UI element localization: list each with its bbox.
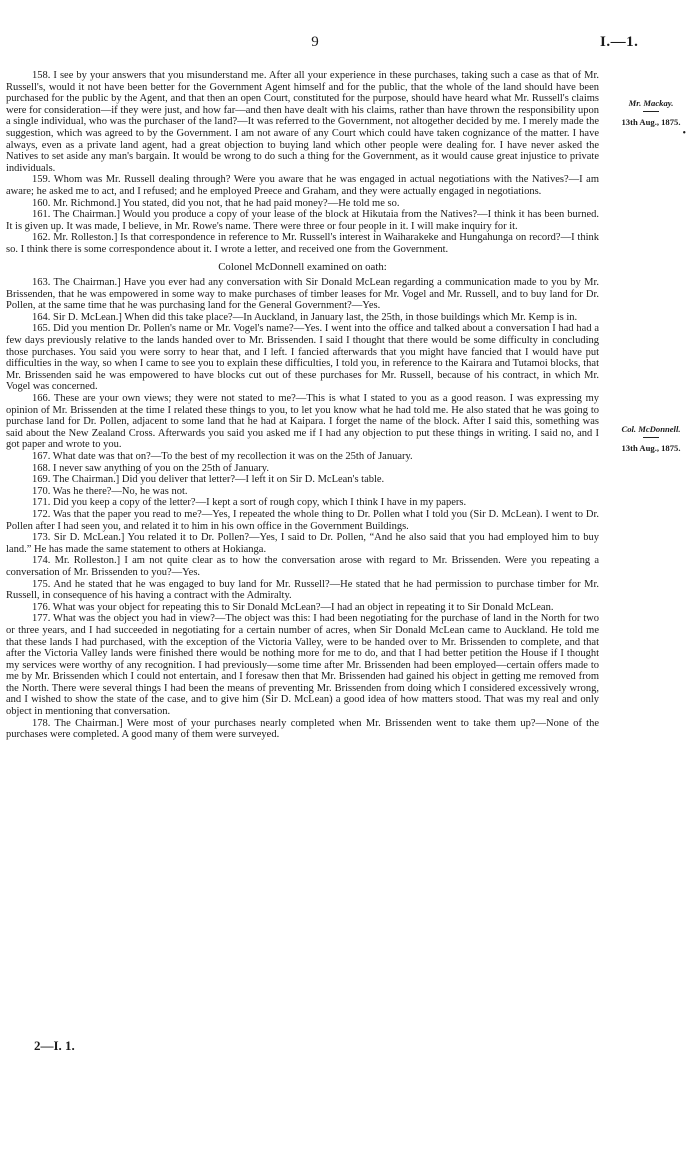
question-162: 162. Mr. Rolleston.] Is that correspondence in reference to Mr. Russell's interest in Waiharakeke and Hungahunga on record?—I think so. I think there is some correspondence about it. I wrote a letter, and received one from the Government. bbox=[6, 232, 599, 255]
signature-mark: 2—I. 1. bbox=[34, 1038, 75, 1053]
question-177: 177. What was the object you had in view?—The object was this: I had been negotiating for the purchase of land in the North for two or three years, and I had succeeded in negotiating for a certain number of acres, when Sir Donald McLean came to Auckland. He told me that these lands I had purchased, with the exception of the Victoria Valley, were to be handed over to Mr. Brissenden to complete, and that after the Victoria Valley lands were finished there would be nothing more for me to do, and that I had better petition the House if I thought my services were worthy of any recognition. I had previously—some time after Mr. Brissenden had been employed—certain offers made to me by Mr. Brissenden which I could not entertain, and I foresaw then that Mr. Brissenden had gained his object in getting me removed from the North. There were several things I had been the means of preventing Mr. Brissenden from doing which I considered excessively wrong, and I wished to show the state of the case, and to give him (Sir D. McLean) a good idea of how matters stood. That was my real and only object in mentioning that conversation. bbox=[6, 613, 599, 718]
margin-note-mackay bbox=[610, 98, 692, 139]
page-number: 9 bbox=[311, 34, 319, 50]
margin-date: 13th Aug., 1875. bbox=[621, 117, 681, 127]
question-168: 168. I never saw anything of you on the 25th of January. bbox=[32, 462, 269, 474]
question-160: 160. Mr. Richmond.] You stated, did you not, that he had paid money?—He told me so. bbox=[32, 197, 400, 209]
margin-witness: Mr. Mackay. bbox=[628, 98, 674, 108]
question-165: 165. Did you mention Dr. Pollen's name or Mr. Vogel's name?—Yes. I went into the office and talked about a conversation I had had a few days previously relative to the lands handed over to Mr. Brissenden. I said I thought that there would be some difficulty in concluding those purchases. You said you were sorry to hear that, and I left. I fancied afterwards that you might have fancied that I would have put difficulties in the way, so when I came to see you to explain these difficulties, I told you, in reference to the Kairara and Tutamoi blocks, that Mr. Brissenden said he was empowered to have blocks cut out of these purchases for Mr. Russell, because of his contract, in which Mr. Vogel was concerned. bbox=[6, 323, 599, 393]
document-body bbox=[6, 70, 599, 741]
question-170: 170. Was he there?—No, he was not. bbox=[32, 485, 188, 497]
question-175: 175. And he stated that he was engaged to buy land for Mr. Russell?—He stated that he had permission to purchase timber for Mr. Russell, in consequence of his having a contract with the Admiralty. bbox=[6, 578, 599, 602]
margin-note-mcdonnell bbox=[610, 424, 692, 454]
question-164: 164. Sir D. McLean.] When did this take place?—In Auckland, in January last, the 25th, in those buildings which Mr. Kemp is in. bbox=[32, 311, 578, 323]
question-173: 173. Sir D. McLean.] You related it to Dr. Pollen?—Yes, I said to Dr. Pollen, “And he also said that you had employed him to buy land.” He has made the same statement to others at Hokianga. bbox=[6, 532, 599, 555]
question-172: 172. Was that the paper you read to me?—Yes, I repeated the whole thing to Dr. Pollen what I told you (Sir D. McLean). I went to Dr. Pollen after I had seen you, and related it to him in his own office in the Government Buildings. bbox=[6, 508, 599, 532]
question-174: 174. Mr. Rolleston.] I am not quite clear as to how the conversation arose with regard to Mr. Brissenden. Were you repeating a conversation of Mr. Brissenden to you?—Yes. bbox=[6, 555, 599, 578]
margin-witness: Col. McDonnell. bbox=[621, 424, 681, 434]
bullet-mark-icon: • bbox=[682, 128, 686, 139]
question-169: 169. The Chairman.] Did you deliver that letter?—I left it on Sir D. McLean's table. bbox=[32, 474, 385, 486]
question-161: 161. The Chairman.] Would you produce a copy of your lease of the block at Hikutaia from the Natives?—I think it has been burned. It is given up. It was made, I believe, in Mr. Rowe's name. There were three or four people in it. I will make inquiry for it. bbox=[6, 209, 599, 232]
question-158: 158. I see by your answers that you misunderstand me. After all your experience in these purchases, taking such a case as that of Mr. Russell's, would it not have been better for the Government Agent himself and for the public, that the whole of the land should have been purchased for the public by the Agent, and that then an open Court, constituted for the purpose, should have heard what Mr. Russell's claims were for consideration—if they were just, and how far—and then have dealt with his claims, rather than have thrown the responsibility upon a single individual, who was the purchaser of the land?—It was referred to the Government, not altogether decided by me. I merely made the suggestion, which was agreed to by the Government. I am not aware of any Court which could have taken cognizance of the matter. I have always, even as a private land agent, had a great objection to buying land which other people were dealing for. I have never asked the Natives to set aside any man's bargain. It would be wrong to do such a thing for the Government, as it would cause great injustice to private individuals. bbox=[6, 70, 599, 174]
question-166: 166. These are your own views; they were not stated to me?—This is what I stated to you as a good reason. I was expressing my opinion of Mr. Brissenden at the time I related these things to you, to let you know what he had told me. He also stated that he was going to purchase land for Dr. Pollen, adjacent to some land that he had at Kaipara. I forget the name of the block. After I said this, something was said about the New Zealand Cross. Afterwards you said you asked me if I had any objection to put these things in writing. I said no, and I got paper and wrote to you. bbox=[6, 393, 599, 451]
witness-heading: Colonel McDonnell examined on oath: bbox=[218, 260, 387, 273]
margin-date: 13th Aug., 1875. bbox=[621, 443, 681, 453]
question-163: 163. The Chairman.] Have you ever had any conversation with Sir Donald McLean regarding a communication made to you by Mr. Brissenden, that he was empowered in some way to make purchases of timber leases for Mr. Vogel and Mr. Russell, and to buy land for Dr. Pollen, at the same time that he was purchasing land for the General Government?—Yes. bbox=[6, 277, 599, 312]
question-167: 167. What date was that on?—To the best of my recollection it was on the 25th of January. bbox=[32, 451, 413, 462]
question-159: 159. Whom was Mr. Russell dealing through? Were you aware that he was engaged in actual negotiations with the Natives?—I am aware; he asked me to act, and I refused; and he employed Preece and Graham, and they were actually engaged in negotiations. bbox=[6, 174, 599, 197]
question-178: 178. The Chairman.] Were most of your purchases nearly completed when Mr. Brissenden went to take them up?—None of the purchases were completed. A good many of them were surveyed. bbox=[6, 717, 599, 741]
question-176: 176. What was your object for repeating this to Sir Donald McLean?—I had an object in repeating it to Sir Donald McLean. bbox=[32, 601, 554, 613]
question-171: 171. Did you keep a copy of the letter?—I kept a sort of rough copy, which I think I have in my papers. bbox=[32, 497, 467, 509]
document-code: I.—1. bbox=[600, 34, 639, 50]
